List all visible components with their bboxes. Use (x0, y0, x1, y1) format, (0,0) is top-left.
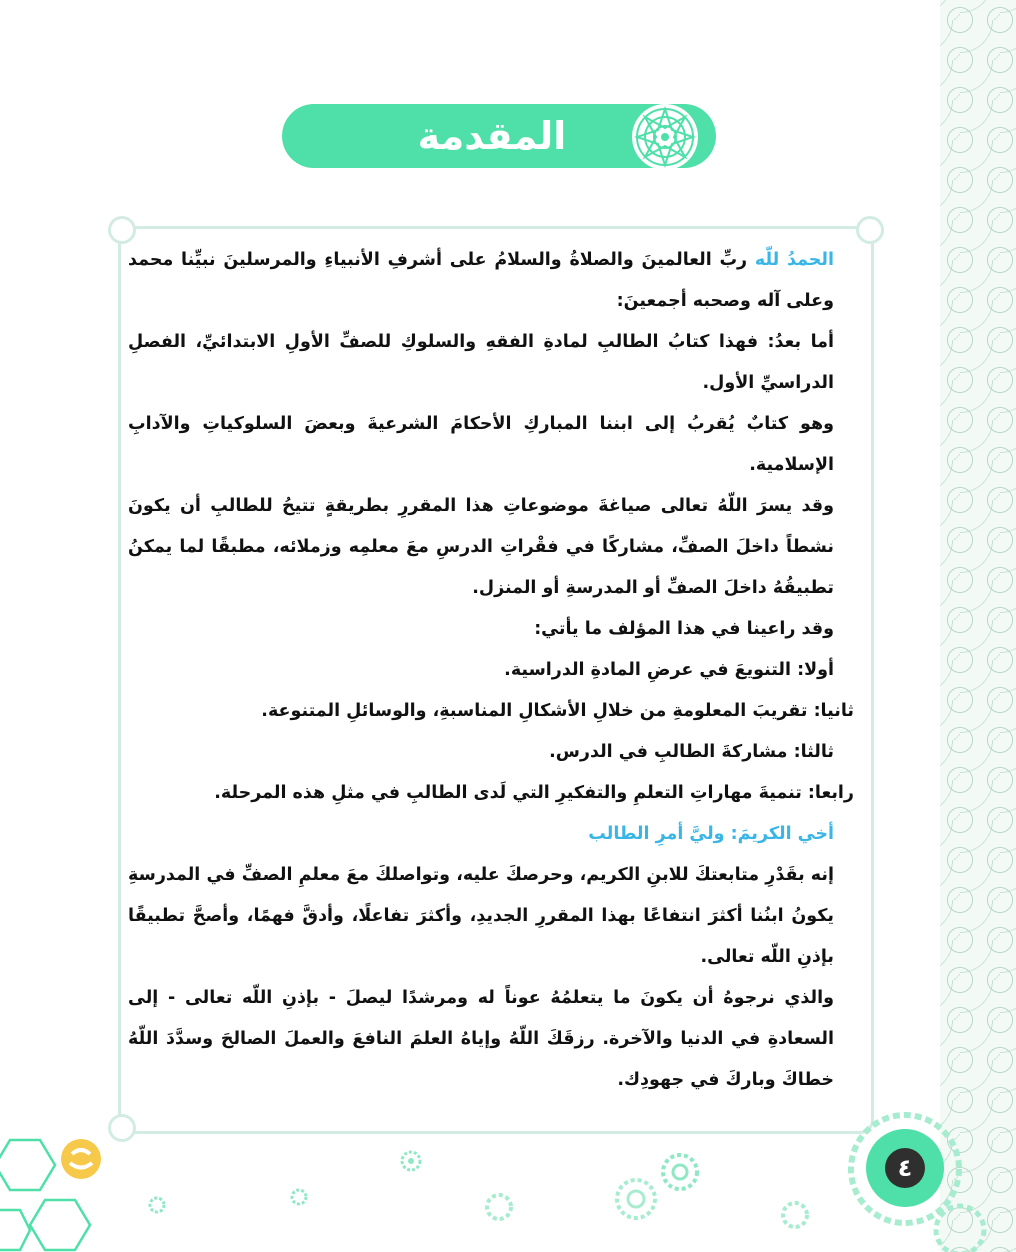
introduction-body (128, 240, 854, 1120)
paragraph: والذي نرجوهُ أن يكونَ ما يتعلمُهُ عوناً له ومرشدًا ليصلَ - بإذنِ اللّه تعالى - إلى السعادةِ في الدنيا والآخرة. رزقَكَ اللّهُ وإياهُ العلمَ النافعَ والعملَ الصالحَ وسدَّدَ اللّهُ خطاكَ وباركَ في جهودِك. (128, 988, 834, 1090)
small-rosette-icon (148, 1196, 166, 1214)
page-title: المقدمة (417, 114, 567, 158)
paragraph: إنه بقَدْرِ متابعتكَ للابنِ الكريم، وحرصكَ عليه، وتواصلكَ معَ معلمِ الصفِّ في المدرسةِ يكونُ ابنُنا أكثرَ انتفاعًا بهذا المقررِ الجديدِ، وأكثرَ تفاعلًا، وأدقَّ فهمًا، وأصحَّ تطبيقًا بإذنِ اللّه تعالى. (128, 865, 834, 967)
list-item: ثالثا: مشاركةَ الطالبِ في الدرس. (549, 742, 834, 762)
small-rosette-icon (400, 1150, 422, 1172)
paragraph-opening (128, 240, 854, 322)
small-rosette-icon (660, 1152, 700, 1192)
page-number: ٤ (885, 1148, 925, 1188)
small-rosette-icon (930, 1200, 990, 1252)
decorative-pattern-band (940, 0, 1016, 1252)
logo-icon (58, 1136, 104, 1182)
page-number-badge (866, 1129, 944, 1207)
paragraph: وقد راعينا في هذا المؤلف ما يأتي: (534, 619, 834, 639)
highlighted-phrase: الحمدُ للّه (754, 250, 834, 270)
paragraph: وقد يسرَ اللّهُ تعالى صياغةَ موضوعاتِ هذا المقررِ بطريقةٍ تتيحُ للطالبِ أن يكونَ نشطاً داخلَ الصفِّ، مشاركًا في فقْراتِ الدرسِ معَ معلمِه وزملائه، مطبقًا لما يمكنُ تطبيقُهُ داخلَ الصفِّ أو المدرسةِ أو المنزل. (128, 496, 834, 598)
small-rosette-icon (614, 1177, 658, 1221)
small-rosette-icon (290, 1188, 308, 1206)
paragraph: أما بعدُ: فهذا كتابُ الطالبِ لمادةِ الفقهِ والسلوكِ للصفِّ الأولِ الابتدائيِّ، الفصلِ الدراسيِّ الأول. (128, 332, 834, 393)
section-address: أخي الكريمَ: وليَّ أمرِ الطالب (588, 824, 834, 844)
list-item: رابعا: تنميةَ مهاراتِ التعلمِ والتفكيرِ التي لَدى الطالبِ في مثلِ هذه المرحلة. (214, 783, 854, 803)
small-rosette-icon (484, 1192, 514, 1222)
list-item: أولا: التنويعَ في عرضِ المادةِ الدراسية. (504, 660, 834, 680)
paragraph-text: ربِّ العالمينَ والصلاةُ والسلامُ على أشرفِ الأنبياءِ والمرسلينَ نبيِّنا محمد وعلى آله وصحبه أجمعينَ: (128, 250, 834, 311)
list-item: ثانيا: تقريبَ المعلومةِ من خلالِ الأشكالِ المناسبةِ، والوسائلِ المتنوعة. (261, 701, 854, 721)
frame-corner-ornament (856, 216, 884, 244)
paragraph: وهو كتابٌ يُقربُ إلى ابننا المباركِ الأحكامَ الشرعيةَ وبعضَ السلوكياتِ والآدابِ الإسلامية. (128, 414, 834, 475)
small-rosette-icon (780, 1200, 810, 1230)
